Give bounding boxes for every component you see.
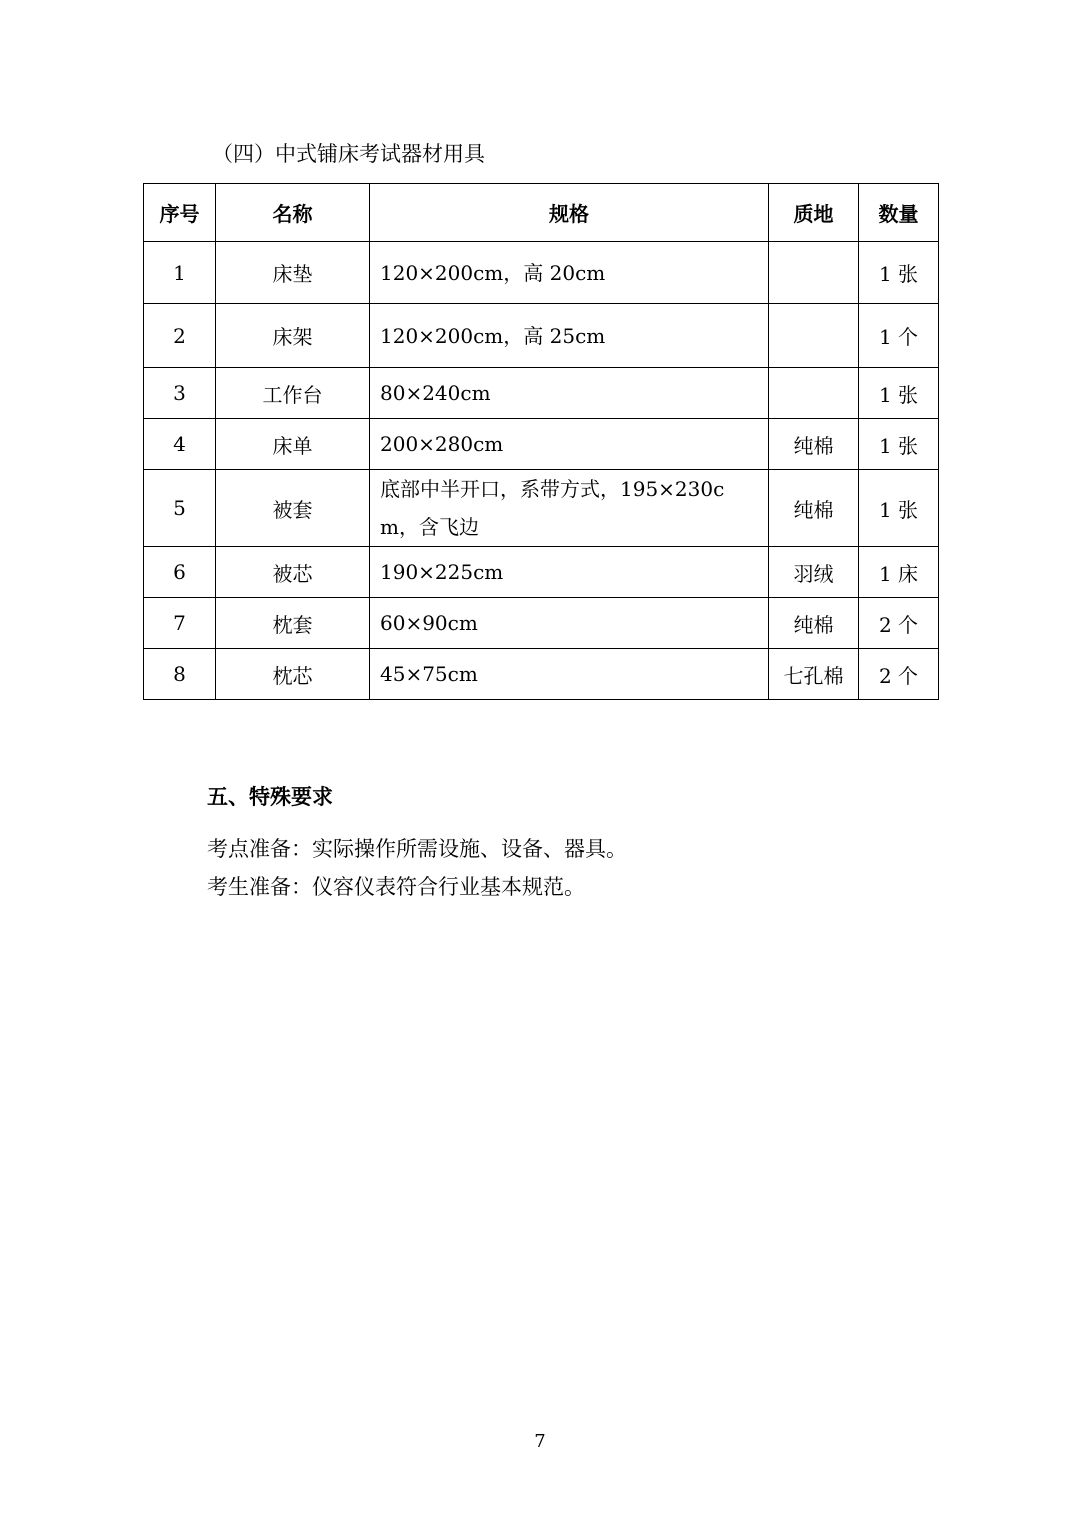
cell-material: 纯棉 [769,419,859,470]
cell-no: 7 [144,598,216,649]
exam-site-preparation: 考点准备：实际操作所需设施、设备、器具。 [207,837,627,861]
cell-material: 纯棉 [769,598,859,649]
cell-qty: 1 张 [859,470,939,547]
cell-qty: 2 个 [859,598,939,649]
cell-qty: 1 床 [859,547,939,598]
cell-material [769,304,859,368]
header-spec: 规格 [370,184,769,242]
cell-qty: 2 个 [859,649,939,700]
cell-spec: 190×225cm [370,547,769,598]
table-header-row [144,184,939,242]
cell-qty: 1 张 [859,419,939,470]
cell-no: 6 [144,547,216,598]
table-row [144,242,939,304]
cell-no: 5 [144,470,216,547]
cell-name: 床垫 [216,242,370,304]
page-number: 7 [534,1431,546,1452]
table-row [144,547,939,598]
section-five-title: 五、特殊要求 [207,785,333,809]
subsection-title: （四）中式铺床考试器材用具 [212,142,485,166]
header-name: 名称 [216,184,370,242]
cell-qty: 1 张 [859,242,939,304]
table-row [144,598,939,649]
cell-no: 2 [144,304,216,368]
table-row [144,304,939,368]
cell-no: 4 [144,419,216,470]
cell-spec: 60×90cm [370,598,769,649]
cell-name: 床单 [216,419,370,470]
cell-spec: 120×200cm，高 25cm [370,304,769,368]
equipment-table [143,183,939,700]
header-material: 质地 [769,184,859,242]
cell-name: 工作台 [216,368,370,419]
cell-spec: 200×280cm [370,419,769,470]
cell-no: 3 [144,368,216,419]
table-row [144,470,939,547]
table-row [144,649,939,700]
cell-material: 羽绒 [769,547,859,598]
cell-name: 枕套 [216,598,370,649]
cell-name: 被套 [216,470,370,547]
cell-spec: 120×200cm，高 20cm [370,242,769,304]
header-no: 序号 [144,184,216,242]
table-row [144,368,939,419]
header-qty: 数量 [859,184,939,242]
cell-no: 1 [144,242,216,304]
cell-material: 纯棉 [769,470,859,547]
cell-spec: 80×240cm [370,368,769,419]
cell-material [769,242,859,304]
cell-material: 七孔棉 [769,649,859,700]
cell-spec: 45×75cm [370,649,769,700]
cell-material [769,368,859,419]
cell-qty: 1 张 [859,368,939,419]
cell-name: 床架 [216,304,370,368]
cell-qty: 1 个 [859,304,939,368]
cell-no: 8 [144,649,216,700]
cell-name: 枕芯 [216,649,370,700]
candidate-preparation: 考生准备：仪容仪表符合行业基本规范。 [207,875,585,899]
table-row [144,419,939,470]
cell-name: 被芯 [216,547,370,598]
cell-spec: 底部中半开口，系带方式，195×230cm，含飞边 [370,470,769,547]
